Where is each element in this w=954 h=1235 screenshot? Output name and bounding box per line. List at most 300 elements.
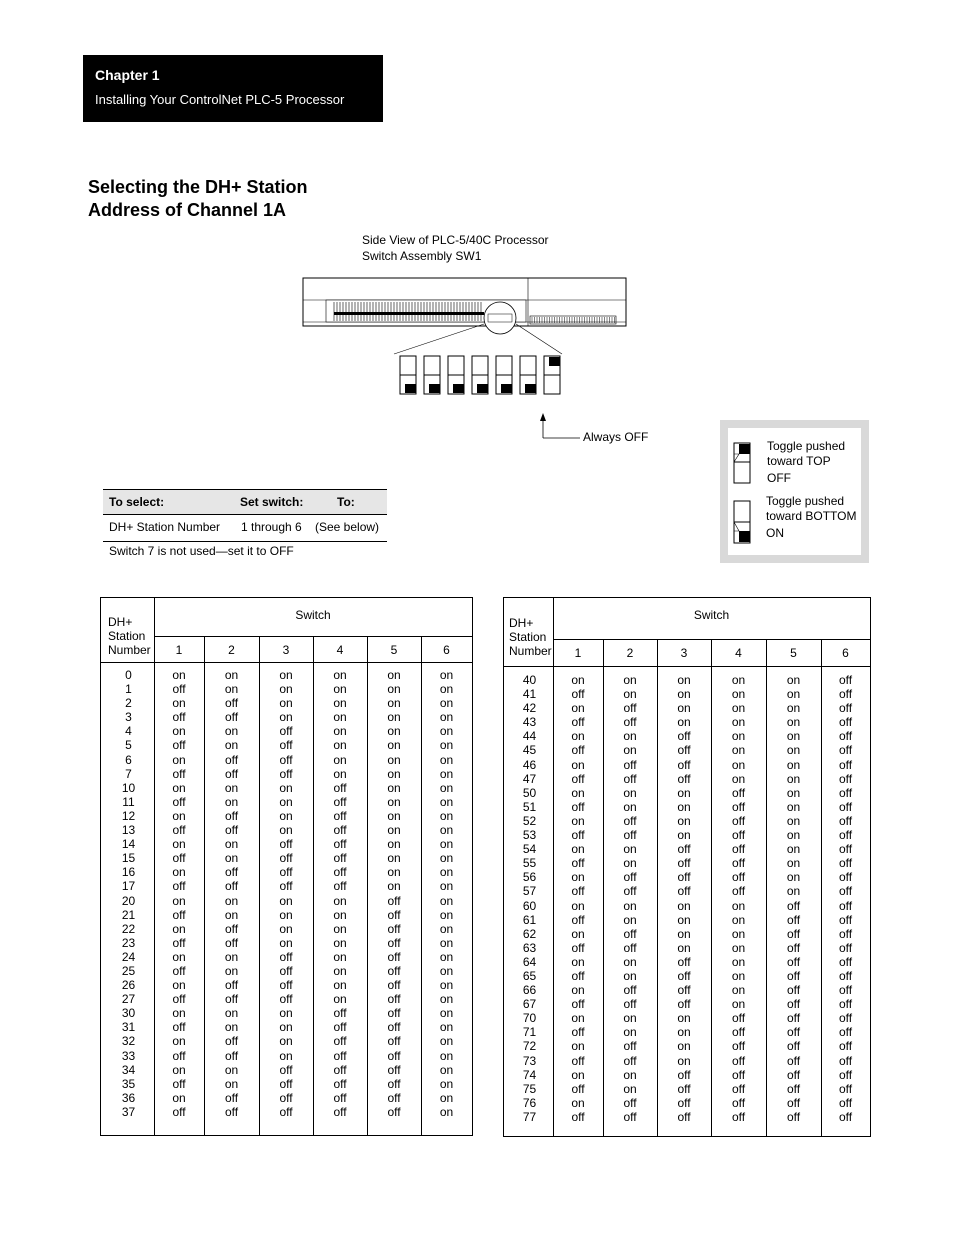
switch-cell: on (677, 1011, 691, 1026)
switch-cell: on (571, 926, 585, 941)
switch-cell: on (172, 780, 186, 795)
switch-cell: on (439, 1076, 454, 1091)
switch-cell: off (731, 1067, 746, 1082)
switch-number-4: 4 (336, 643, 344, 657)
switch-cell: off (838, 954, 853, 969)
switch-cell: on (224, 963, 239, 978)
switch-cell: off (333, 794, 347, 809)
figure-caption-line-1: Side View of PLC-5/40C Processor (362, 233, 549, 247)
switch-cell: on (333, 949, 347, 964)
switch-cell: off (571, 884, 585, 899)
switch-cell: off (838, 757, 853, 772)
switch-cell: on (224, 1020, 239, 1035)
switch-cell: on (623, 842, 637, 857)
switch-cell: on (333, 738, 347, 753)
switch-cell: off (571, 1081, 585, 1096)
switch-cell: off (838, 968, 853, 983)
switch-cell: off (623, 701, 637, 716)
switch-cell: off (172, 710, 186, 725)
row-switch: 1 through 6 (241, 520, 302, 534)
switch-cell: off (172, 1076, 186, 1091)
switch-6-column (421, 668, 472, 1119)
switch-number-6: 6 (443, 643, 450, 657)
station-cell: 26 (121, 978, 136, 993)
switch-cell: off (731, 1095, 746, 1110)
figure-caption (362, 232, 549, 264)
switch-cell: on (439, 963, 454, 978)
switch-cell: on (731, 771, 746, 786)
switch-cell: on (623, 856, 637, 871)
switch-cell: on (333, 682, 347, 697)
switch-cell: on (731, 673, 746, 687)
switch-cell: on (387, 823, 401, 838)
switch-cell: on (224, 1062, 239, 1077)
switch-cell: on (279, 823, 293, 838)
switch-cell: on (786, 715, 801, 730)
station-table-40-77 (503, 597, 871, 1137)
station-cell: 32 (121, 1034, 136, 1049)
switch-cell: on (333, 907, 347, 922)
switch-cell: off (172, 963, 186, 978)
switch-cell: on (439, 766, 454, 781)
switch-cell: off (387, 893, 401, 908)
station-cell: 60 (522, 898, 537, 913)
switch-cell: on (571, 898, 585, 913)
switch-cell: on (439, 794, 454, 809)
switch-number-4: 4 (735, 646, 742, 660)
switch-cell: off (731, 785, 746, 800)
station-cell: 73 (522, 1053, 537, 1068)
switch-1-column (553, 673, 603, 1124)
switch-cell: on (439, 808, 454, 823)
station-cell: 7 (125, 766, 132, 781)
station-cell: 75 (522, 1081, 537, 1096)
switch-cell: off (838, 983, 853, 998)
station-cell: 23 (121, 935, 136, 950)
station-cell: 55 (522, 856, 537, 871)
switch-cell: off (623, 870, 637, 885)
switch-cell: on (731, 954, 746, 969)
switch-cell: off (279, 879, 293, 894)
switch-cell: off (838, 1053, 853, 1068)
switch-cell: on (677, 673, 691, 687)
switch-cell: off (731, 813, 746, 828)
station-cell: 41 (522, 687, 537, 702)
switch-cell: off (623, 884, 637, 899)
switch-cell: on (731, 701, 746, 716)
switch-cell: off (677, 968, 691, 983)
switch-cell: on (786, 785, 801, 800)
station-cell: 74 (522, 1067, 537, 1082)
switch-cell: off (172, 1104, 186, 1119)
station-cell: 30 (121, 1006, 136, 1021)
station-cell: 77 (522, 1109, 537, 1124)
switch-cell: off (333, 1104, 347, 1119)
switch-cell: off (731, 884, 746, 899)
station-cell: 52 (522, 813, 537, 828)
switch-cell: off (387, 978, 401, 993)
switch-cell: on (439, 724, 454, 739)
switch-cell: off (279, 1104, 293, 1119)
switch-cell: off (623, 757, 637, 772)
switch-cell: on (333, 696, 347, 711)
switch-cell: on (172, 921, 186, 936)
station-cell: 65 (522, 968, 537, 983)
switch-cell: off (333, 1090, 347, 1105)
station-cell: 16 (121, 865, 136, 880)
switch-cell: off (838, 1109, 853, 1124)
switch-cell: on (439, 1104, 454, 1119)
switch-cell: off (623, 715, 637, 730)
switch-cell: on (439, 1006, 454, 1021)
switch-cell: off (677, 997, 691, 1012)
switch-cell: on (279, 1034, 293, 1049)
switch-cell: on (677, 1025, 691, 1040)
switch-cell: on (387, 668, 401, 682)
switch-5-column (367, 668, 421, 1119)
dip-switch-2 (424, 356, 440, 394)
switch-cell: off (387, 1006, 401, 1021)
switch-cell: off (224, 766, 239, 781)
station-cell: 51 (522, 799, 537, 814)
switch-cell: on (333, 935, 347, 950)
switch-cell: on (279, 1048, 293, 1063)
station-table-0-37 (100, 597, 473, 1136)
station-cell: 42 (522, 701, 537, 716)
switch-cell: on (677, 1039, 691, 1054)
switch-number-6: 6 (842, 646, 849, 660)
switch-cell: off (623, 997, 637, 1012)
station-cell: 45 (522, 743, 537, 758)
switch-cell: on (279, 893, 293, 908)
station-cell: 72 (522, 1039, 537, 1054)
switch-cell: on (571, 729, 585, 744)
switch-cell: off (731, 856, 746, 871)
switch-cell: on (172, 865, 186, 880)
switch-cell: on (172, 1034, 186, 1049)
switch-cell: on (224, 682, 239, 697)
switch-cell: off (279, 865, 293, 880)
switch-cell: off (333, 1062, 347, 1077)
switch-cell: on (677, 828, 691, 843)
switch-cell: on (172, 1090, 186, 1105)
switch-cell: off (333, 837, 347, 852)
switch-cell: off (571, 1053, 585, 1068)
switch-cell: off (838, 715, 853, 730)
switch-cell: on (439, 1062, 454, 1077)
switch-cell: off (731, 828, 746, 843)
switch-cell: off (786, 1081, 801, 1096)
station-number-header (509, 616, 552, 658)
switch-cell: off (786, 912, 801, 927)
switch-cell: off (172, 682, 186, 697)
switch-cell: on (731, 983, 746, 998)
switch-cell: off (172, 907, 186, 922)
switch-cell: on (172, 668, 186, 682)
switch-cell: off (172, 992, 186, 1007)
switch-cell: off (387, 1076, 401, 1091)
switch-cell: off (571, 799, 585, 814)
station-cell: 44 (522, 729, 537, 744)
switch-cell: on (623, 1067, 637, 1082)
switch-cell: off (838, 940, 853, 955)
always-off-label: Always OFF (583, 430, 649, 444)
switch-cell: off (677, 954, 691, 969)
station-header-line: Station (509, 630, 547, 644)
switch-cell: off (571, 856, 585, 871)
switch-cell: off (387, 992, 401, 1007)
switch-cell: on (623, 1011, 637, 1026)
switch-cell: off (786, 1109, 801, 1124)
switch-cell: on (387, 696, 401, 711)
switch-cell: off (279, 978, 293, 993)
switch-cell: on (571, 983, 585, 998)
figure-caption-line-2: Switch Assembly SW1 (362, 249, 482, 263)
switch-cell: off (224, 865, 239, 880)
switch-cell: off (786, 1011, 801, 1026)
switch-cell: on (224, 851, 239, 866)
station-cell: 47 (522, 771, 537, 786)
switch-cell: off (172, 851, 186, 866)
switch-cell: off (172, 794, 186, 809)
switch-cell: on (333, 992, 347, 1007)
switch-cell: off (731, 1011, 746, 1026)
switch-3-column (657, 673, 711, 1124)
switch-cell: off (838, 870, 853, 885)
switch-number-1: 1 (574, 646, 582, 660)
station-cell: 2 (125, 696, 132, 711)
switch-cell: off (571, 771, 585, 786)
switch-cell: off (677, 983, 691, 998)
legend-bottom-text: Toggle pushed toward BOTTOM ON (766, 494, 857, 540)
switch-cell: off (571, 715, 585, 730)
switch-cell: off (224, 696, 239, 711)
switch-cell: off (731, 1109, 746, 1124)
switch-cell: off (172, 1020, 186, 1035)
switch-number-3: 3 (282, 643, 290, 657)
switch-2-column (603, 673, 657, 1124)
switch-cell: on (439, 780, 454, 795)
switch-cell: off (623, 1039, 637, 1054)
switch-cell: off (677, 1067, 691, 1082)
switch-cell: on (439, 879, 454, 894)
switch-number-1: 1 (175, 643, 183, 657)
station-cell: 21 (121, 907, 136, 922)
switch-cell: on (439, 921, 454, 936)
station-cell: 53 (522, 828, 537, 843)
station-cell: 34 (121, 1062, 136, 1077)
station-cell: 11 (122, 794, 135, 809)
switch-cell: off (838, 813, 853, 828)
switch-cell: off (838, 687, 853, 702)
switch-cell: on (387, 865, 401, 880)
switch-cell: on (677, 813, 691, 828)
switch-cell: on (224, 837, 239, 852)
switch-cell: off (387, 1062, 401, 1077)
switch-cell: off (172, 823, 186, 838)
switch-cell: on (224, 724, 239, 739)
station-cell: 46 (522, 757, 537, 772)
switch-cell: off (623, 983, 637, 998)
switch-cell: on (387, 724, 401, 739)
switch-cell: on (224, 1006, 239, 1021)
switch-cell: off (838, 1025, 853, 1040)
switch-cell: off (333, 879, 347, 894)
switch-cell: off (279, 949, 293, 964)
switch-cell: on (439, 893, 454, 908)
switch-cell: off (387, 1020, 401, 1035)
switch-cell: on (623, 743, 637, 758)
toggle-bottom-icon (733, 500, 753, 544)
switch-cell: on (571, 1067, 585, 1082)
switch-cell: on (333, 893, 347, 908)
switch-cell: off (571, 940, 585, 955)
station-number-header (108, 615, 151, 657)
switch-cell: on (731, 997, 746, 1012)
switch-cell: on (786, 673, 801, 687)
station-cell: 64 (522, 954, 537, 969)
switch-cell: on (786, 828, 801, 843)
switch-cell: off (224, 978, 239, 993)
switch-number-3: 3 (680, 646, 688, 660)
switch-cell: on (224, 794, 239, 809)
switch-cell: off (333, 1034, 347, 1049)
station-cell: 43 (522, 715, 537, 730)
switch-cell: off (731, 1053, 746, 1068)
switch-cell: off (623, 1053, 637, 1068)
switch-cell: on (387, 808, 401, 823)
switch-cell: off (838, 997, 853, 1012)
station-cell: 40 (522, 673, 537, 687)
switch-cell: on (786, 813, 801, 828)
switch-cell: off (387, 1034, 401, 1049)
station-cell: 4 (125, 724, 132, 739)
switch-cell: on (333, 978, 347, 993)
switch-cell: off (387, 949, 401, 964)
header-to-select: To select: (109, 495, 165, 509)
switch-cell: off (571, 968, 585, 983)
station-cell: 6 (125, 752, 132, 767)
switch-cell: off (838, 884, 853, 899)
dip-switch-3 (448, 356, 464, 394)
switch-cell: off (623, 1109, 637, 1124)
switch-cell: on (333, 724, 347, 739)
switch-cell: on (387, 780, 401, 795)
station-cell: 15 (121, 851, 136, 866)
switch-cell: off (838, 1095, 853, 1110)
switch-cell: off (224, 879, 239, 894)
switch-6-column (821, 673, 870, 1124)
station-header-line: Number (108, 643, 151, 657)
switch-cell: on (731, 912, 746, 927)
switch-cell: off (387, 921, 401, 936)
switch-cell: on (172, 752, 186, 767)
switch-cell: off (279, 1090, 293, 1105)
switch-cell: off (333, 1020, 347, 1035)
station-column (101, 668, 154, 1119)
switch-cell: off (224, 1034, 239, 1049)
switch-cell: on (677, 926, 691, 941)
switch-cell: off (333, 808, 347, 823)
switch-cell: off (838, 701, 853, 716)
switch-cell: off (224, 1090, 239, 1105)
switch-cell: on (677, 940, 691, 955)
switch-cell: on (439, 1048, 454, 1063)
switch-cell: on (439, 752, 454, 767)
switch-cell: on (279, 682, 293, 697)
switch-cell: on (333, 710, 347, 725)
switch-cell: on (786, 799, 801, 814)
switch-cell: on (571, 757, 585, 772)
switch-cell: off (677, 870, 691, 885)
switch-cell: on (439, 865, 454, 880)
switch-cell: off (677, 729, 691, 744)
switch-4-column (711, 673, 766, 1124)
switch-cell: on (333, 752, 347, 767)
switch-cell: on (172, 893, 186, 908)
select-table-header (103, 489, 387, 514)
station-cell: 22 (121, 921, 136, 936)
switch-cell: off (623, 926, 637, 941)
switch-cell: off (333, 865, 347, 880)
switch-cell: off (731, 1039, 746, 1054)
switch-5-column (766, 673, 821, 1124)
switch-cell: on (439, 907, 454, 922)
switch-cell: off (623, 828, 637, 843)
chapter-header (83, 55, 383, 122)
switch-cell: on (333, 766, 347, 781)
switch-cell: on (731, 968, 746, 983)
switch-cell: on (571, 813, 585, 828)
switch-cell: on (439, 710, 454, 725)
switch-cell: on (623, 1025, 637, 1040)
switch-cell: on (623, 968, 637, 983)
switch-cell: on (786, 856, 801, 871)
switch-number-5: 5 (790, 646, 797, 660)
switch-cell: off (333, 1076, 347, 1091)
dip-switch-1 (400, 356, 416, 394)
header-to: To: (337, 495, 355, 509)
switch-cell: off (333, 1006, 347, 1021)
switch-cell: off (677, 757, 691, 772)
switch-cell: on (439, 738, 454, 753)
switch-cell: off (224, 921, 239, 936)
switch-cell: off (623, 1095, 637, 1110)
switch-cell: on (387, 837, 401, 852)
switch-cell: off (387, 1090, 401, 1105)
switch-cell: off (786, 1053, 801, 1068)
switch-cell: on (677, 701, 691, 716)
switch-cell: on (571, 785, 585, 800)
switch-cell: on (439, 1090, 454, 1105)
switch-cell: on (279, 1020, 293, 1035)
dip-switch-4 (472, 356, 488, 394)
switch-cell: off (172, 935, 186, 950)
station-cell: 67 (522, 997, 537, 1012)
switch-cell: off (279, 963, 293, 978)
switch-cell: on (172, 696, 186, 711)
switch-cell: on (571, 701, 585, 716)
switch-cell: off (224, 1048, 239, 1063)
switch-cell: on (279, 780, 293, 795)
switch-number-2: 2 (228, 643, 235, 657)
switch-cell: on (571, 870, 585, 885)
switch-cell: on (571, 1095, 585, 1110)
switch-cell: on (439, 1020, 454, 1035)
switch-cell: off (224, 710, 239, 725)
switch-cell: off (838, 743, 853, 758)
switch-cell: off (279, 992, 293, 1007)
